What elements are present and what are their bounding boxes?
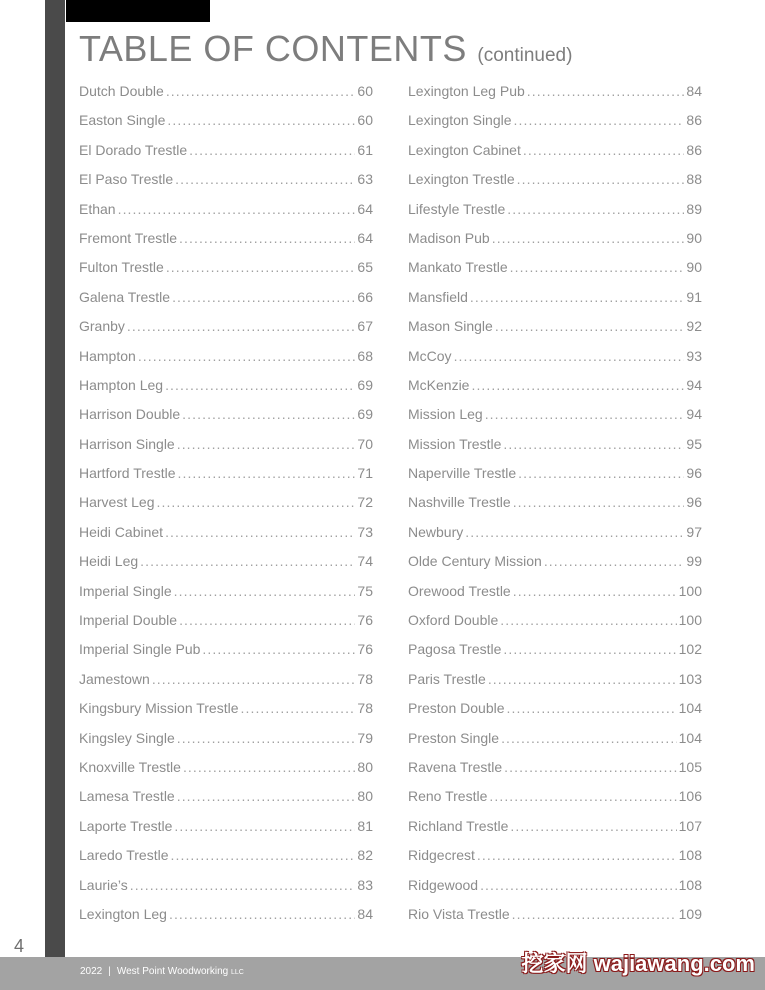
footer-year: 2022 xyxy=(80,966,103,977)
toc-entry[interactable] xyxy=(408,488,702,517)
toc-entry[interactable] xyxy=(408,753,702,782)
toc-entry-name: Mansfield xyxy=(408,288,468,305)
dot-leader xyxy=(172,283,355,312)
toc-entry-page: 76 xyxy=(357,641,373,658)
dot-leader xyxy=(241,694,356,723)
dot-leader xyxy=(156,488,355,517)
toc-entry-name: Imperial Double xyxy=(79,612,178,629)
dot-leader xyxy=(492,224,685,253)
toc-entry[interactable] xyxy=(408,224,702,253)
toc-entry-page: 86 xyxy=(686,112,702,129)
dot-leader xyxy=(183,753,355,782)
toc-entry-name: Imperial Single xyxy=(79,582,172,599)
dot-leader xyxy=(182,400,355,429)
toc-entry-page: 92 xyxy=(686,318,702,335)
toc-entry[interactable] xyxy=(79,430,373,459)
dot-leader xyxy=(465,518,684,547)
toc-entry[interactable] xyxy=(79,136,373,165)
toc-entry[interactable] xyxy=(79,106,373,135)
toc-entry[interactable] xyxy=(79,488,373,517)
toc-entry-page: 88 xyxy=(686,171,702,188)
toc-entry-name: Fulton Trestle xyxy=(79,259,164,276)
toc-entry[interactable] xyxy=(79,841,373,870)
dot-leader xyxy=(477,841,677,870)
watermark: 挖家网 wajiawang.com xyxy=(521,951,755,976)
toc-entry-page: 107 xyxy=(678,817,702,834)
toc-entry-name: Paris Trestle xyxy=(408,670,486,687)
toc-entry-page: 75 xyxy=(357,582,373,599)
toc-entry[interactable] xyxy=(408,77,702,106)
toc-entry[interactable] xyxy=(408,871,702,900)
dot-leader xyxy=(513,577,677,606)
toc-entry-page: 97 xyxy=(686,523,702,540)
toc-entry-page: 84 xyxy=(357,905,373,922)
toc-entry[interactable] xyxy=(79,165,373,194)
toc-entry-name: Laredo Trestle xyxy=(79,847,169,864)
toc-entry[interactable] xyxy=(79,283,373,312)
toc-entry-page: 86 xyxy=(686,141,702,158)
toc-entry[interactable] xyxy=(79,371,373,400)
toc-entry-page: 83 xyxy=(357,876,373,893)
toc-entry-name: Jamestown xyxy=(79,670,150,687)
toc-entry-page: 96 xyxy=(686,494,702,511)
page-title xyxy=(79,28,572,70)
toc-entry-name: Mason Single xyxy=(408,318,493,335)
dot-leader xyxy=(127,312,356,341)
dot-leader xyxy=(177,724,356,753)
dot-leader xyxy=(179,606,355,635)
toc-entry[interactable] xyxy=(408,724,702,753)
toc-entry-name: Nashville Trestle xyxy=(408,494,511,511)
toc-entry-name: Oxford Double xyxy=(408,612,499,629)
toc-entry-page: 80 xyxy=(357,788,373,805)
toc-entry[interactable] xyxy=(408,253,702,282)
toc-entry-page: 104 xyxy=(678,700,702,717)
toc-entry-name: Lexington Cabinet xyxy=(408,141,521,158)
toc-entry[interactable] xyxy=(79,635,373,664)
dot-leader xyxy=(118,195,356,224)
toc-entry-name: Orewood Trestle xyxy=(408,582,511,599)
toc-entry-name: Ridgecrest xyxy=(408,847,475,864)
toc-entry-page: 69 xyxy=(357,406,373,423)
toc-entry[interactable] xyxy=(408,371,702,400)
dot-leader xyxy=(501,724,677,753)
dot-leader xyxy=(454,342,685,371)
toc-entry[interactable] xyxy=(408,165,702,194)
toc-entry[interactable] xyxy=(79,518,373,547)
toc-entry-page: 90 xyxy=(686,259,702,276)
dot-leader xyxy=(189,136,355,165)
toc-entry-page: 73 xyxy=(357,523,373,540)
dot-leader xyxy=(179,224,355,253)
toc-entry-name: Hartford Trestle xyxy=(79,465,176,482)
page-number: 4 xyxy=(14,936,25,956)
toc-entry-page: 74 xyxy=(357,553,373,570)
toc-entry[interactable] xyxy=(79,224,373,253)
toc-entry-name: Reno Trestle xyxy=(408,788,488,805)
toc-entry[interactable] xyxy=(79,871,373,900)
dot-leader xyxy=(138,342,356,371)
toc-entry-page: 65 xyxy=(357,259,373,276)
toc-entry-page: 80 xyxy=(357,758,373,775)
toc-entry-name: Hampton Leg xyxy=(79,376,164,393)
toc-entry-page: 64 xyxy=(357,229,373,246)
dot-leader xyxy=(500,606,676,635)
toc-entry-name: Mission Trestle xyxy=(408,435,502,452)
dot-leader xyxy=(504,753,676,782)
dot-leader xyxy=(140,547,355,576)
toc-entry-page: 100 xyxy=(678,612,702,629)
dot-leader xyxy=(174,577,356,606)
page-title-text: TABLE OF CONTENTS xyxy=(79,28,467,69)
footer-separator: | xyxy=(108,966,111,977)
dot-leader xyxy=(512,900,677,929)
toc-entry-page: 72 xyxy=(357,494,373,511)
toc-entry-page: 91 xyxy=(686,288,702,305)
toc-entry[interactable] xyxy=(79,782,373,811)
dot-leader xyxy=(488,665,677,694)
toc-entry-page: 108 xyxy=(678,847,702,864)
toc-entry-page: 79 xyxy=(357,729,373,746)
toc-entry-page: 103 xyxy=(678,670,702,687)
dot-leader xyxy=(507,195,684,224)
toc-entry-name: McCoy xyxy=(408,347,452,364)
toc-entry-page: 105 xyxy=(678,758,702,775)
toc-entry-page: 106 xyxy=(678,788,702,805)
toc-entry-name: Dutch Double xyxy=(79,83,164,99)
toc-entry[interactable] xyxy=(408,136,702,165)
toc-entry-name: Ethan xyxy=(79,200,116,217)
dot-leader xyxy=(175,165,355,194)
dot-leader xyxy=(130,871,356,900)
toc-column-left xyxy=(79,77,373,929)
dot-leader xyxy=(202,635,355,664)
toc-entry[interactable] xyxy=(408,665,702,694)
toc-entry-name: Lexington Leg Pub xyxy=(408,83,525,99)
toc-entry-name: Hampton xyxy=(79,347,136,364)
dot-leader xyxy=(169,900,355,929)
toc-entry-name: Imperial Single Pub xyxy=(79,641,201,658)
toc-entry-page: 94 xyxy=(686,376,702,393)
dot-leader xyxy=(517,165,685,194)
toc-entry-name: El Paso Trestle xyxy=(79,171,174,188)
toc-entry-page: 84 xyxy=(686,83,702,99)
toc-entry[interactable] xyxy=(408,430,702,459)
toc-entry-name: Lexington Single xyxy=(408,112,512,129)
dot-leader xyxy=(165,371,355,400)
toc-entry-name: Olde Century Mission xyxy=(408,553,542,570)
toc-entry-page: 108 xyxy=(678,876,702,893)
dot-leader xyxy=(470,283,685,312)
dot-leader xyxy=(177,782,356,811)
toc-entry-page: 60 xyxy=(357,83,373,99)
side-bar xyxy=(45,0,65,990)
dot-leader xyxy=(171,841,356,870)
toc-entry-page: 63 xyxy=(357,171,373,188)
toc-entry-name: Harrison Double xyxy=(79,406,181,423)
toc-entry-name: Naperville Trestle xyxy=(408,465,517,482)
toc-entry-page: 81 xyxy=(357,817,373,834)
dot-leader xyxy=(152,665,356,694)
toc-entry-page: 61 xyxy=(357,141,373,158)
toc-entry-page: 60 xyxy=(357,112,373,129)
toc-entry-name: Richland Trestle xyxy=(408,817,509,834)
dot-leader xyxy=(513,488,685,517)
dot-leader xyxy=(495,312,685,341)
dot-leader xyxy=(174,812,355,841)
toc-entry-page: 104 xyxy=(678,729,702,746)
toc-entry-page: 69 xyxy=(357,376,373,393)
toc-entry-name: Knoxville Trestle xyxy=(79,758,181,775)
dot-leader xyxy=(165,518,355,547)
toc-entry[interactable] xyxy=(79,577,373,606)
footer-company: West Point Woodworking xyxy=(116,966,229,977)
toc-entry-name: Preston Double xyxy=(408,700,505,717)
dot-leader xyxy=(166,253,356,282)
toc-entry-name: Ravena Trestle xyxy=(408,758,503,775)
toc-entry[interactable] xyxy=(408,518,702,547)
toc-entry[interactable] xyxy=(408,106,702,135)
dot-leader xyxy=(489,782,676,811)
toc-entry[interactable] xyxy=(408,606,702,635)
dot-leader xyxy=(507,694,677,723)
toc-entry-page: 90 xyxy=(686,229,702,246)
dot-leader xyxy=(518,459,684,488)
dot-leader xyxy=(166,77,356,106)
dot-leader xyxy=(523,136,685,165)
toc-entry-page: 67 xyxy=(357,318,373,335)
toc-entry-name: McKenzie xyxy=(408,376,470,393)
toc-entry[interactable] xyxy=(79,459,373,488)
page-subtitle: (continued) xyxy=(477,45,573,66)
toc-entry-page: 96 xyxy=(686,465,702,482)
toc-entry-name: Lifestyle Trestle xyxy=(408,200,506,217)
toc-entry-page: 78 xyxy=(357,670,373,687)
dot-leader xyxy=(485,400,685,429)
toc-entry-name: Laurie’s xyxy=(79,876,128,893)
toc-entry-name: Mankato Trestle xyxy=(408,259,508,276)
toc-entry-page: 95 xyxy=(686,435,702,452)
dot-leader xyxy=(510,812,676,841)
toc-entry-page: 94 xyxy=(686,406,702,423)
dot-leader xyxy=(480,871,677,900)
toc-entry[interactable] xyxy=(79,342,373,371)
toc-entry[interactable] xyxy=(408,900,702,929)
toc-entry[interactable] xyxy=(79,812,373,841)
dot-leader xyxy=(503,430,684,459)
toc-entry-name: Newbury xyxy=(408,523,464,540)
toc-entry[interactable] xyxy=(408,577,702,606)
dot-leader xyxy=(510,253,685,282)
toc-entry-name: Lamesa Trestle xyxy=(79,788,175,805)
toc-entry[interactable] xyxy=(408,841,702,870)
toc-entry-name: Laporte Trestle xyxy=(79,817,173,834)
toc-entry-name: Mission Leg xyxy=(408,406,483,423)
toc-entry-page: 76 xyxy=(357,612,373,629)
toc-entry[interactable] xyxy=(408,812,702,841)
toc-entry-page: 68 xyxy=(357,347,373,364)
toc-entry[interactable] xyxy=(408,400,702,429)
toc-entry[interactable] xyxy=(408,342,702,371)
footer-suffix: LLC xyxy=(231,969,244,976)
toc-entry-name: Easton Single xyxy=(79,112,166,129)
toc-entry[interactable] xyxy=(408,312,702,341)
toc-entry-page: 71 xyxy=(357,465,373,482)
toc-entry-page: 93 xyxy=(686,347,702,364)
toc-entry[interactable] xyxy=(79,195,373,224)
toc-entry-page: 89 xyxy=(686,200,702,217)
toc-entry-name: Rio Vista Trestle xyxy=(408,905,510,922)
toc-entry[interactable] xyxy=(79,312,373,341)
toc-entry[interactable] xyxy=(408,635,702,664)
toc-entry[interactable] xyxy=(408,694,702,723)
toc-entry[interactable] xyxy=(79,724,373,753)
toc-entry[interactable] xyxy=(408,283,702,312)
toc-entry-name: Preston Single xyxy=(408,729,500,746)
dot-leader xyxy=(514,106,685,135)
toc-column-right xyxy=(408,77,702,929)
toc-entry-name: Fremont Trestle xyxy=(79,229,178,246)
toc-entry[interactable] xyxy=(79,900,373,929)
dot-leader xyxy=(177,430,356,459)
toc-entry-page: 78 xyxy=(357,700,373,717)
toc-entry[interactable] xyxy=(79,253,373,282)
toc-entry[interactable] xyxy=(79,753,373,782)
toc-entry-name: Kingsley Single xyxy=(79,729,175,746)
toc-entry-page: 70 xyxy=(357,435,373,452)
toc-entry-page: 99 xyxy=(686,553,702,570)
toc-entry-name: Harvest Leg xyxy=(79,494,155,511)
redaction-block xyxy=(66,0,210,22)
footer xyxy=(80,966,244,977)
toc-entry-page: 66 xyxy=(357,288,373,305)
toc-entry[interactable] xyxy=(79,77,373,106)
dot-leader xyxy=(544,547,685,576)
toc-entry-page: 64 xyxy=(357,200,373,217)
toc-entry[interactable] xyxy=(408,547,702,576)
toc-entry-name: El Dorado Trestle xyxy=(79,141,188,158)
toc-entry-name: Heidi Cabinet xyxy=(79,523,164,540)
toc-entry-name: Kingsbury Mission Trestle xyxy=(79,700,239,717)
toc-entry[interactable] xyxy=(79,547,373,576)
toc-entry-name: Lexington Trestle xyxy=(408,171,515,188)
toc-entry-page: 102 xyxy=(678,641,702,658)
toc-entry-name: Heidi Leg xyxy=(79,553,139,570)
toc-entry[interactable] xyxy=(408,459,702,488)
dot-leader xyxy=(167,106,355,135)
toc-entry[interactable] xyxy=(79,694,373,723)
toc-entry-name: Ridgewood xyxy=(408,876,479,893)
toc-entry-name: Lexington Leg xyxy=(79,905,167,922)
dot-leader xyxy=(177,459,355,488)
toc-entry-name: Granby xyxy=(79,318,125,335)
dot-leader xyxy=(503,635,676,664)
toc-entry-name: Pagosa Trestle xyxy=(408,641,502,658)
toc-entry[interactable] xyxy=(79,400,373,429)
toc-entry-page: 109 xyxy=(678,905,702,922)
toc-entry-page: 100 xyxy=(678,582,702,599)
toc-entry[interactable] xyxy=(408,195,702,224)
toc-entry-page: 82 xyxy=(357,847,373,864)
toc-entry-name: Harrison Single xyxy=(79,435,175,452)
toc-entry[interactable] xyxy=(408,782,702,811)
toc-entry-name: Madison Pub xyxy=(408,229,490,246)
dot-leader xyxy=(471,371,684,400)
dot-leader xyxy=(527,77,685,106)
toc-entry[interactable] xyxy=(79,665,373,694)
toc-entry[interactable] xyxy=(79,606,373,635)
toc-entry-name: Galena Trestle xyxy=(79,288,171,305)
